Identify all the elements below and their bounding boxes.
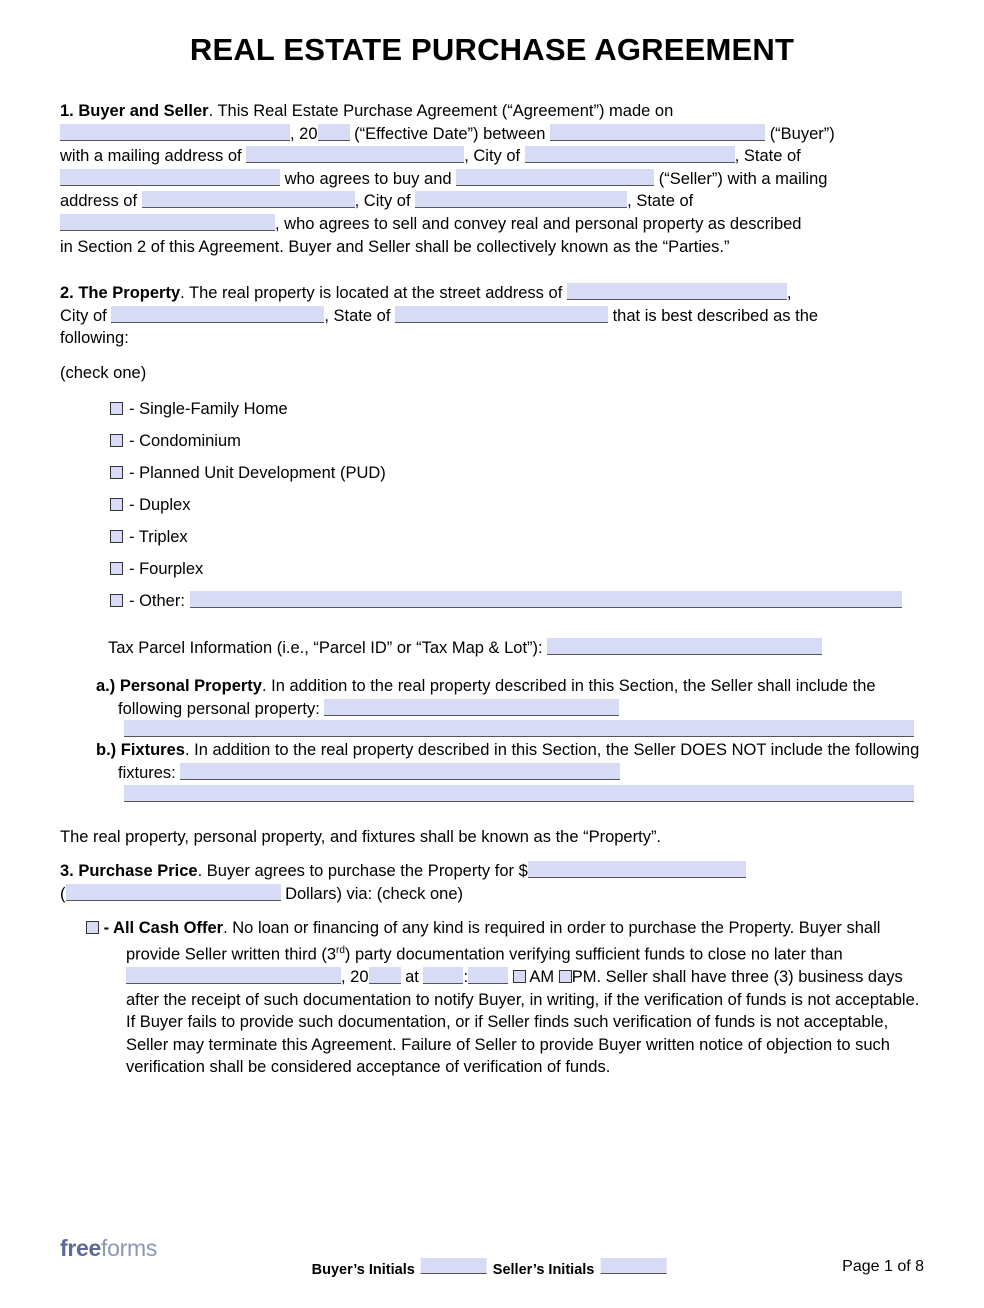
option-label: - Condominium [129, 431, 241, 450]
section1-text-14: in Section 2 of this Agreement. Buyer and Seller shall be collectively known as the “Parties.” [60, 237, 730, 256]
section-buyer-and-seller [60, 100, 924, 258]
seller-initials-field[interactable] [600, 1258, 666, 1274]
section2-text-5: that is best described as the [612, 306, 819, 325]
item-b-text: . In addition to the real property described in this Section, the Seller DOES NOT include the following fixtures: [118, 741, 920, 782]
fixtures-field-2[interactable] [124, 785, 914, 802]
item-b-label: b.) Fixtures [96, 741, 185, 760]
option-label: - Single-Family Home [129, 399, 288, 418]
checkbox-icon[interactable] [513, 970, 526, 983]
seller-state-field[interactable] [60, 214, 275, 231]
option-planned-unit-development[interactable] [60, 461, 924, 485]
option-duplex[interactable] [60, 493, 924, 517]
section-purchase-price [60, 860, 924, 905]
fixtures-field-1[interactable] [180, 763, 620, 780]
buyer-address-field[interactable] [246, 146, 464, 163]
purchase-price-field[interactable] [528, 861, 746, 878]
section2-heading: 2. The Property [60, 284, 181, 303]
property-definition-text: The real property, personal property, and fixtures shall be known as the “Property”. [60, 827, 662, 846]
time-hour-field[interactable] [423, 967, 463, 984]
section1-text-1: . This Real Estate Purchase Agreement (“Agreement”) made on [208, 102, 674, 120]
buyer-initials-label: Buyer’s Initials [311, 1262, 415, 1278]
all-cash-offer-text-3: , 20 [341, 967, 369, 986]
checkbox-icon[interactable] [110, 434, 123, 447]
checkbox-icon[interactable] [86, 921, 99, 934]
item-a-text: . In addition to the real property described in this Section, the Seller shall include the following personal property: [118, 677, 876, 718]
property-state-field[interactable] [395, 306, 608, 323]
funds-verification-date-field[interactable] [126, 967, 341, 984]
section2-text-4: , State of [324, 306, 391, 325]
brand-bold: free [60, 1235, 101, 1261]
option-label: - Other: [129, 591, 185, 610]
all-cash-offer-text-1: . No loan or financing of any kind is required in order to purchase the Property. Buyer shall provide Seller written third (3 [126, 919, 881, 964]
page-number: Page 1 of 8 [842, 1258, 924, 1275]
section1-text-7: , State of [734, 147, 801, 166]
tax-parcel-field[interactable] [547, 638, 822, 655]
tax-parcel-row [60, 637, 924, 660]
option-label: - Duplex [129, 495, 191, 514]
option-fourplex[interactable] [60, 557, 924, 581]
checkbox-icon[interactable] [559, 970, 572, 983]
item-fixtures [60, 739, 924, 784]
time-minute-field[interactable] [468, 967, 508, 984]
all-cash-offer-text-4: at [405, 967, 419, 986]
purchase-price-words-field[interactable] [66, 884, 281, 901]
all-cash-offer-text-2: ) party documentation verifying sufficient funds to close no later than [344, 945, 843, 964]
seller-address-field[interactable] [142, 191, 355, 208]
time-colon: : [463, 967, 469, 986]
section3-text-2: ( [60, 884, 66, 903]
buyer-city-field[interactable] [525, 146, 735, 163]
section1-text-4: (“Buyer”) [769, 124, 835, 143]
effective-year-field[interactable] [318, 124, 350, 141]
option-label: - Fourplex [129, 559, 204, 578]
checkbox-icon[interactable] [110, 530, 123, 543]
checkbox-icon[interactable] [110, 594, 123, 607]
page-title: REAL ESTATE PURCHASE AGREEMENT [189, 32, 795, 67]
property-street-address-field[interactable] [567, 283, 787, 300]
section-the-property [60, 282, 924, 350]
item-personal-property [60, 675, 924, 720]
section1-text-5: with a mailing address of [60, 147, 242, 166]
section3-text-1: . Buyer agrees to purchase the Property for $ [197, 862, 528, 881]
brand-light: forms [101, 1235, 158, 1261]
section1-text-13: , who agrees to sell and convey real and personal property as described [275, 214, 802, 233]
section1-text-3: (“Effective Date”) between [354, 124, 546, 143]
section1-text-2: , 20 [290, 124, 318, 143]
option-all-cash-offer [60, 917, 924, 1079]
option-label: - Triplex [129, 527, 188, 546]
section3-text-3: Dollars) via: (check one) [285, 884, 463, 903]
buyer-initials-field[interactable] [421, 1258, 487, 1274]
personal-property-field-2[interactable] [124, 720, 914, 737]
freeforms-logo [60, 1235, 157, 1262]
option-label: - Planned Unit Development (PUD) [129, 463, 386, 482]
option-condominium[interactable] [60, 429, 924, 453]
all-cash-offer-text-5: PM. Seller shall have three (3) business days after the receipt of such documentation to notify Buyer, in writing, if the verification of funds is not acceptable. If Buyer fails to provide such documentation, or if Seller finds such verification of funds is not acceptable, Seller may terminate this Agreement. Failure of Seller to provide Buyer written notice of objection to such verification shall be considered acceptance of verification of funds. [126, 967, 920, 1077]
section2-text-6: following: [60, 329, 129, 348]
page-footer [0, 1235, 984, 1292]
section1-heading: 1. Buyer and Seller [60, 102, 209, 120]
section2-text-1: . The real property is located at the street address of [180, 284, 563, 303]
checkbox-icon[interactable] [110, 466, 123, 479]
other-property-type-field[interactable] [190, 591, 902, 608]
checkbox-icon[interactable] [110, 562, 123, 575]
section1-text-11: , City of [354, 192, 411, 211]
section1-text-10: address of [60, 192, 138, 211]
seller-city-field[interactable] [415, 191, 627, 208]
all-cash-offer-label: - All Cash Offer [103, 919, 224, 938]
seller-name-field[interactable] [456, 169, 654, 186]
effective-date-field[interactable] [60, 124, 290, 141]
item-a-label: a.) Personal Property [96, 677, 262, 696]
section1-text-6: , City of [464, 147, 521, 166]
initials-row [312, 1258, 673, 1278]
tax-parcel-label: Tax Parcel Information (i.e., “Parcel ID” or “Tax Map & Lot”): [108, 638, 543, 657]
option-other[interactable] [60, 589, 924, 613]
property-city-field[interactable] [111, 306, 324, 323]
section3-heading: 3. Purchase Price [60, 862, 198, 881]
check-one-label-property: (check one) [60, 363, 147, 382]
section1-text-9: (“Seller”) with a mailing [658, 169, 828, 188]
section1-text-8: who agrees to buy and [284, 169, 452, 188]
am-label: AM [529, 967, 555, 986]
personal-property-field-1[interactable] [324, 699, 619, 716]
section2-text-3: City of [60, 306, 107, 325]
checkbox-icon[interactable] [110, 498, 123, 511]
seller-initials-label: Seller’s Initials [492, 1262, 595, 1278]
section2-text-2: , [786, 284, 792, 303]
ordinal-suffix: rd [336, 944, 345, 956]
checkbox-icon[interactable] [110, 402, 123, 415]
section1-text-12: , State of [627, 192, 694, 211]
funds-verification-year-field[interactable] [369, 967, 401, 984]
option-triplex[interactable] [60, 525, 924, 549]
buyer-name-field[interactable] [550, 124, 765, 141]
buyer-state-field[interactable] [60, 169, 280, 186]
option-single-family-home[interactable] [60, 397, 924, 421]
